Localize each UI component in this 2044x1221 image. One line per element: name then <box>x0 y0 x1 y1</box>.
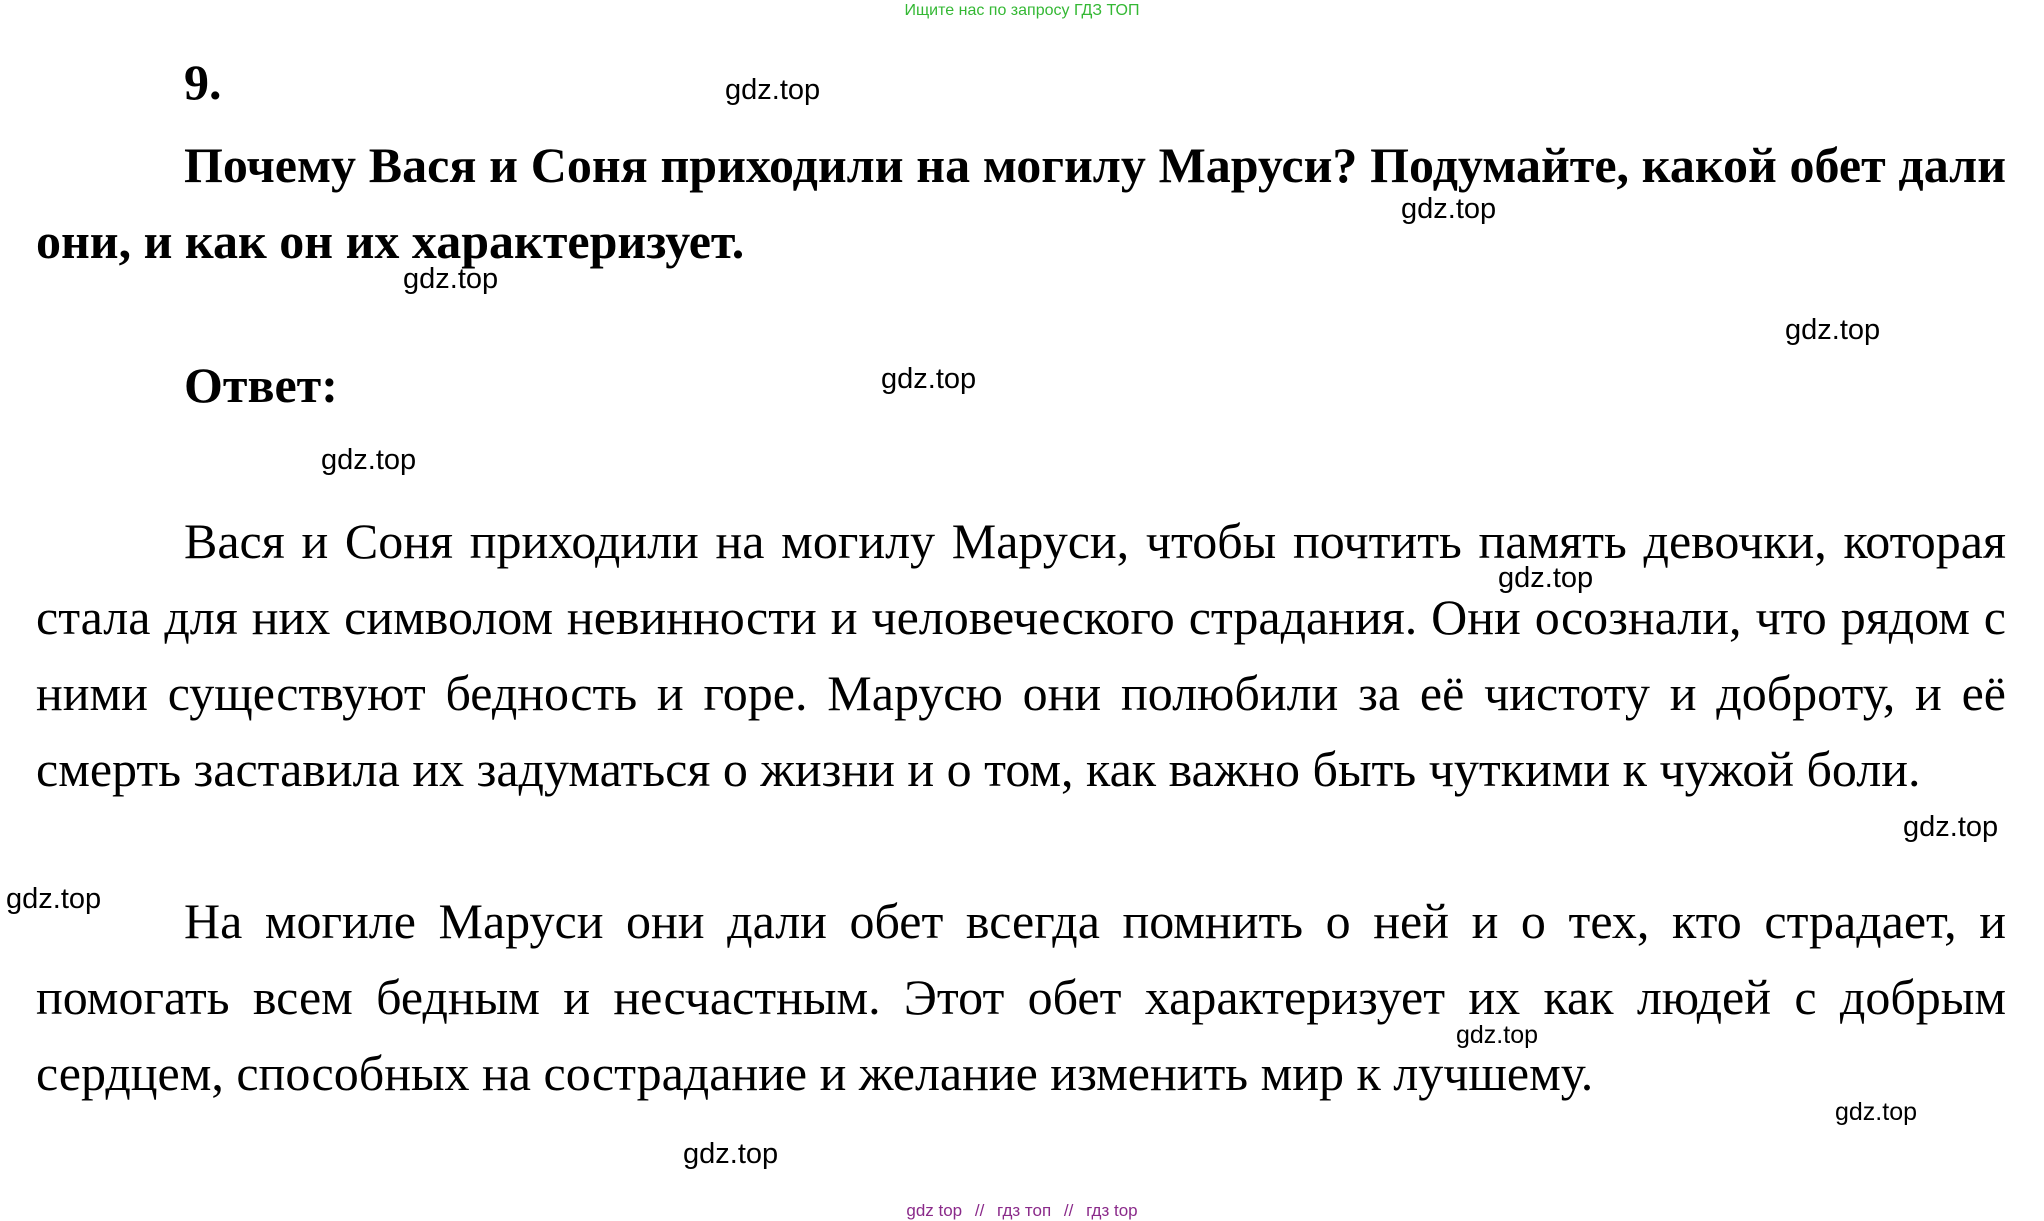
bottom-banner <box>0 1201 2044 1221</box>
watermark: gdz.top <box>403 263 499 295</box>
watermark: gdz.top <box>881 363 977 395</box>
watermark: gdz.top <box>1835 1098 1918 1126</box>
task-question: Почему Вася и Соня приходили на могилу Маруси? Подумайте, какой обет дали они, и как он их характеризует. <box>36 137 2006 269</box>
bottom-banner-separator: // <box>974 1201 985 1220</box>
watermark: gdz.top <box>1498 562 1594 594</box>
watermark: gdz.top <box>1903 811 1999 843</box>
bottom-banner-part: гдз топ <box>997 1201 1052 1220</box>
bottom-banner-part: gdz top <box>906 1201 963 1220</box>
watermark: gdz.top <box>6 883 102 915</box>
answer-label: Ответ: <box>184 357 338 413</box>
bottom-banner-separator: // <box>1063 1201 1074 1220</box>
watermark: gdz.top <box>1785 314 1881 346</box>
top-banner: Ищите нас по запросу ГДЗ ТОП <box>904 2 1140 19</box>
watermark: gdz.top <box>683 1138 779 1170</box>
answer-paragraph-2: На могиле Маруси они дали обет всегда помнить о ней и о тех, кто страдает, и помогать всем бедным и несчастным. Этот обет характеризует их как людей с добрым сердцем, способных на сострадание и желание изменить мир к лучшему. <box>36 893 2006 1101</box>
watermark: gdz.top <box>1456 1021 1539 1049</box>
watermark: gdz.top <box>321 444 417 476</box>
watermark: gdz.top <box>725 74 821 106</box>
task-number: 9. <box>184 54 222 110</box>
bottom-banner-part: гдз top <box>1086 1201 1138 1220</box>
watermark: gdz.top <box>1401 193 1497 225</box>
answer-paragraph-1: Вася и Соня приходили на могилу Маруси, чтобы почтить память девочки, которая стала для них символом невинности и человеческого страдания. Они осознали, что рядом с ними существуют бедность и горе. Марусю они полюбили за её чистоту и доброту, и её смерть заставила их задуматься о жизни и о том, как важно быть чуткими к чужой боли. <box>36 513 2006 797</box>
